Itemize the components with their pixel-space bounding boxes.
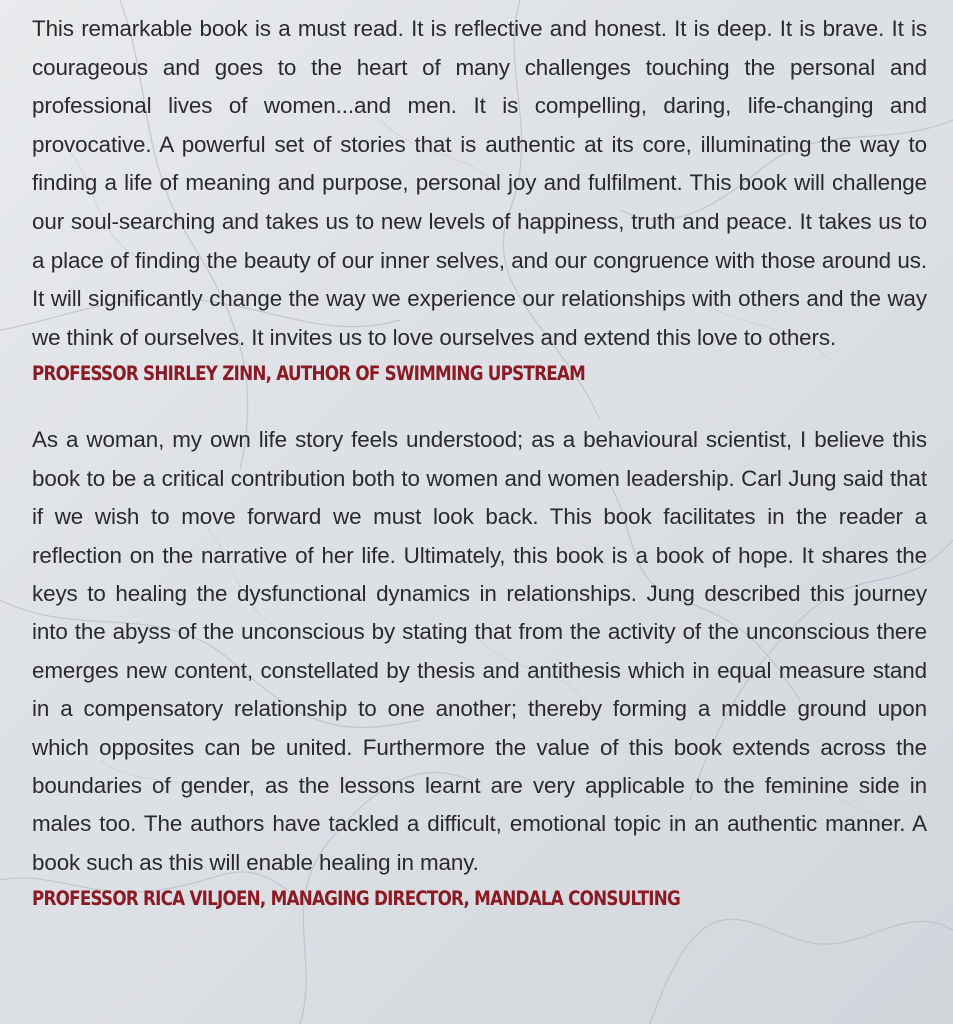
blurb-attribution: PROFESSOR RICA VILJOEN, MANAGING DIRECTOR, MANDALA CONSULTING	[32, 887, 681, 911]
blurb-text: This remarkable book is a must read. It is reflective and honest. It is deep. It is brave. It is courageous and goes to the heart of many challenges touching the personal and professional lives of women...and men. It is compelling, daring, life-changing and provocative. A powerful set of stories that is authentic at its core, illuminating the way to finding a life of meaning and purpose, personal joy and fulfilment. This book will challenge our soul-searching and takes us to new levels of happiness, truth and peace. It takes us to a place of finding the beauty of our inner selves, and our congruence with those around us. It will significantly change the way we experience our relationships with others and the way we think of ourselves. It invites us to love ourselves and extend this love to others.	[32, 16, 927, 350]
blurb-attribution: PROFESSOR SHIRLEY ZINN, AUTHOR OF SWIMMING UPSTREAM	[32, 362, 586, 386]
blurb-text: As a woman, my own life story feels understood; as a behavioural scientist, I believe this book to be a critical contribution both to women and women leadership. Carl Jung said that if we wish to move forward we must look back. This book facilitates in the reader a reflection on the narrative of her life. Ultimately, this book is a book of hope. It shares the keys to healing the dysfunctional dynamics in relationships. Jung described this journey into the abyss of the unconscious by stating that from the activity of the unconscious there emerges new content, constellated by thesis and antithesis which in equal measure stand in a compensatory relationship to one another; thereby forming a middle ground upon which opposites can be united. Furthermore the value of this book extends across the boundaries of gender, as the lessons learnt are very applicable to the feminine side in males too. The authors have tackled a difficult, emotional topic in an authentic manner. A book such as this will enable healing in many.	[32, 427, 927, 875]
